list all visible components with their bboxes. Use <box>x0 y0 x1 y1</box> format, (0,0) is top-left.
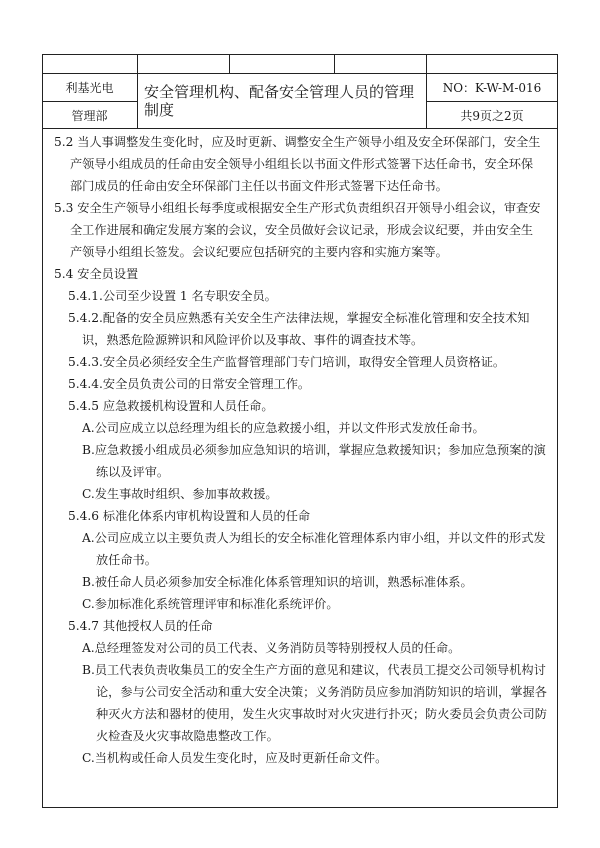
text-line: 5.3 安全生产领导小组组长每季度或根据安全生产形式负责组织召开领导小组会议，审查安 <box>54 201 541 215</box>
paragraph-5-4-7 <box>54 615 550 637</box>
paragraph-5-4-2 <box>54 307 550 351</box>
text-line: 5.4.5 应急救援机构设置和人员任命。 <box>68 399 274 413</box>
divider <box>137 54 138 73</box>
document-number: NO：K-W-M-016 <box>442 80 542 95</box>
text-line: 识，熟悉危险源辨识和风险评价以及事故、事件的调查技术等。 <box>82 333 424 347</box>
paragraph-5-4-3 <box>54 351 550 373</box>
item-5-4-6-a <box>54 527 550 571</box>
section-heading-5-4 <box>54 263 550 285</box>
item-5-4-7-a <box>54 637 550 659</box>
text-line: 论，参与公司安全活动和重大安全决策；义务消防员应参加消防知识的培训，掌握各 <box>96 685 547 699</box>
item-5-4-6-b <box>54 571 550 593</box>
item-5-4-6-c <box>54 593 550 615</box>
company-name: 利基光电 <box>65 80 114 95</box>
text-line: 5.4.1.公司至少设置 1 名专职安全员。 <box>68 289 277 303</box>
text-line: 5.4.6 标准化体系内审机构设置和人员的任命 <box>68 509 311 523</box>
text-line: A.公司应成立以主要负责人为组长的安全标准化管理体系内审小组，并以文件的形式发 <box>82 531 546 545</box>
text-line: 火检查及火灾事故隐患整改工作。 <box>96 729 279 743</box>
text-line: 产领导小组组长签发。会议纪要应包括研究的主要内容和实施方案等。 <box>70 245 448 259</box>
text-line: 种灭火方法和器材的使用，发生火灾事故时对火灾进行扑灭；防火委员会负责公司防 <box>96 707 547 721</box>
paragraph-5-2 <box>54 131 550 197</box>
text-line: 5.4.7 其他授权人员的任命 <box>68 619 213 633</box>
page-indicator: 共9页之2页 <box>460 108 524 123</box>
paragraph-5-4-4 <box>54 373 550 395</box>
text-line: B.员工代表负责收集员工的安全生产方面的意见和建议，代表员工提交公司领导机构讨 <box>82 663 546 677</box>
divider <box>334 54 335 73</box>
text-line: 5.4.2.配备的安全员应熟悉有关安全生产法律法规，掌握安全标准化管理和安全技术知 <box>68 311 530 325</box>
text-line: C.发生事故时组织、参加事故救援。 <box>82 487 278 501</box>
document-title: 安全管理机构、配备安全管理人员的管理制度 <box>144 83 415 119</box>
text-line: B.应急救援小组成员必须参加应急知识的培训，掌握应急救援知识；参加应急预案的演 <box>82 443 546 457</box>
text-line: 5.4.3.安全员必须经安全生产监督管理部门专门培训，取得安全管理人员资格证。 <box>68 355 506 369</box>
text-line: C.当机构或任命人员发生变化时，应及时更新任命文件。 <box>82 751 388 765</box>
text-line: 产领导小组成员的任命由安全领导小组组长以书面文件形式签署下达任命书，安全环保 <box>70 157 534 171</box>
text-line: 全工作进展和确定发展方案的会议，安全员做好会议记录，形成会议纪要，并由安全生 <box>70 223 534 237</box>
header-top-strip <box>42 54 558 74</box>
item-5-4-5-c <box>54 483 550 505</box>
department-name: 管理部 <box>71 108 108 123</box>
text-line: 部门成员的任命由安全环保部门主任以书面文件形式签署下达任命书。 <box>70 179 448 193</box>
paragraph-5-4-1 <box>54 285 550 307</box>
text-line: 练以及评审。 <box>96 465 170 479</box>
paragraph-5-4-6 <box>54 505 550 527</box>
paragraph-5-3 <box>54 197 550 263</box>
text-line: A.总经理签发对公司的员工代表、义务消防员等特别授权人员的任命。 <box>82 641 461 655</box>
text-line: 5.2 当人事调整发生变化时，应及时更新、调整安全生产领导小组及安全环保部门，安全生 <box>54 135 541 149</box>
header-table <box>42 73 558 129</box>
divider <box>229 54 230 73</box>
item-5-4-5-b <box>54 439 550 483</box>
paragraph-5-4-5 <box>54 395 550 417</box>
text-line: 5.4 安全员设置 <box>54 267 139 281</box>
divider <box>426 54 427 73</box>
item-5-4-7-c <box>54 747 550 769</box>
text-line: 5.4.4.安全员负责公司的日常安全管理工作。 <box>68 377 311 391</box>
text-line: 放任命书。 <box>96 553 157 567</box>
text-line: A.公司应成立以总经理为组长的应急救援小组，并以文件形式发放任命书。 <box>82 421 485 435</box>
item-5-4-5-a <box>54 417 550 439</box>
text-line: B.被任命人员必须参加安全标准化体系管理知识的培训，熟悉标准体系。 <box>82 575 473 589</box>
text-line: C.参加标准化系统管理评审和标准化系统评价。 <box>82 597 339 611</box>
item-5-4-7-b <box>54 659 550 747</box>
document-body <box>54 131 550 769</box>
